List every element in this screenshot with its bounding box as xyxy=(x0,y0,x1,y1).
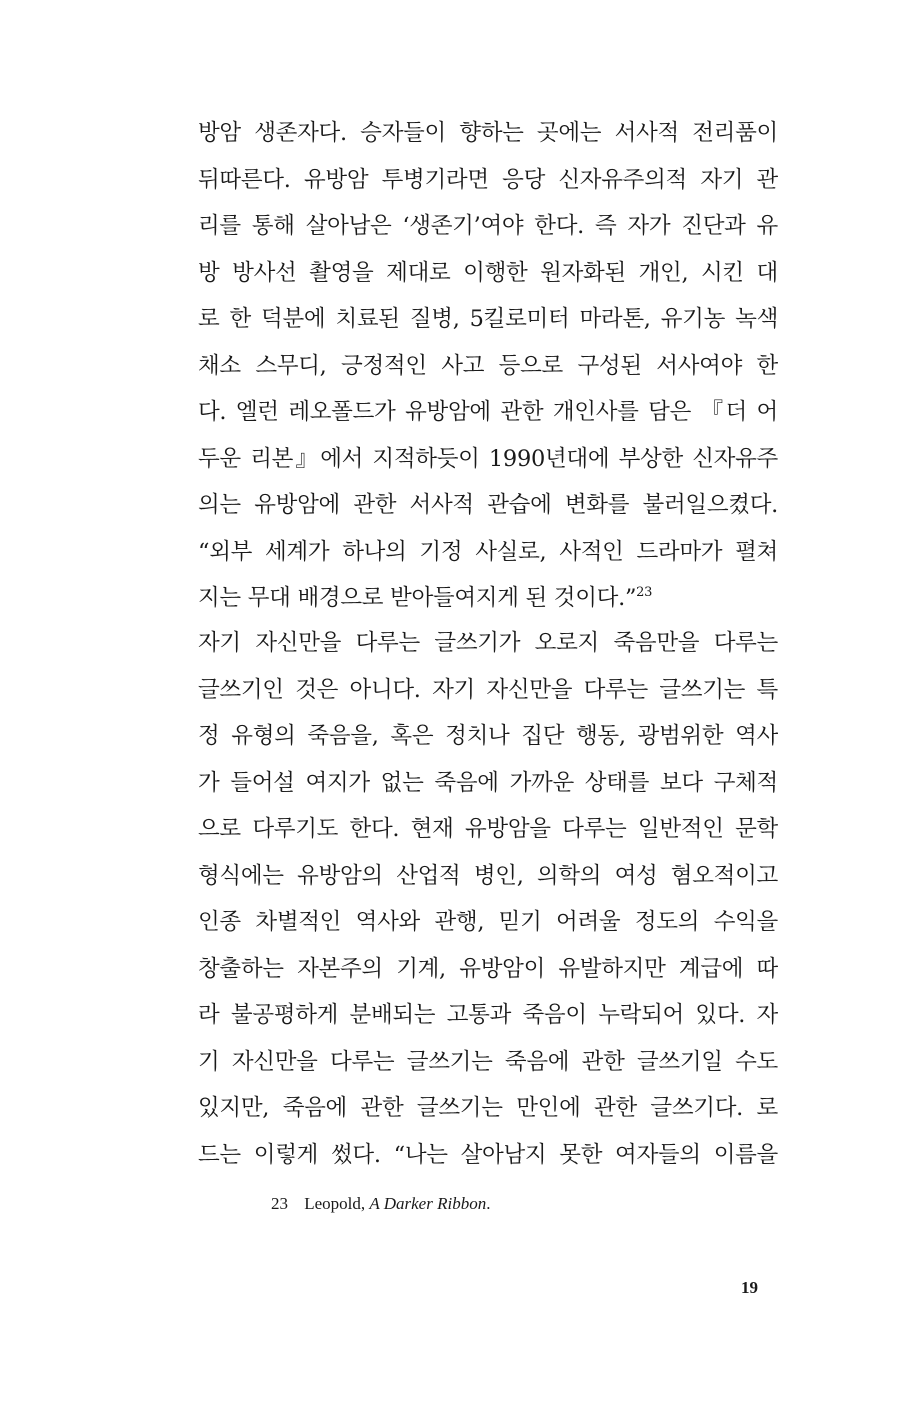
text-line: 기 자신만을 다루는 글쓰기는 죽음에 관한 글쓰기일 수도 xyxy=(198,1048,778,1075)
footnote-number: 23 xyxy=(271,1194,288,1213)
text-line: 뒤따른다. 유방암 투병기라면 응당 신자유주의적 자기 관 xyxy=(198,166,778,193)
text-line: 채소 스무디, 긍정적인 사고 등으로 구성된 서사여야 한 xyxy=(198,352,778,379)
footnote-author: Leopold, xyxy=(304,1194,366,1213)
page-number: 19 xyxy=(741,1278,758,1297)
text-line: 드는 이렇게 썼다. “나는 살아남지 못한 여자들의 이름을 xyxy=(198,1141,778,1168)
footnote xyxy=(271,1190,490,1218)
text-line: 방 방사선 촬영을 제대로 이행한 원자화된 개인, 시킨 대 xyxy=(198,259,778,286)
text-line: 라 불공평하게 분배되는 고통과 죽음이 누락되어 있다. 자 xyxy=(198,1002,778,1028)
text-line: 자기 자신만을 다루는 글쓰기가 오로지 죽음만을 다루는 xyxy=(198,630,778,656)
footnote-reference[interactable]: 23 xyxy=(636,585,653,600)
paragraph-2 xyxy=(198,620,778,1178)
text-line: 리를 통해 살아남은 ‘생존기’여야 한다. 즉 자가 진단과 유 xyxy=(198,213,778,239)
text-line: 다. 엘런 레오폴드가 유방암에 관한 개인사를 담은 『더 어 xyxy=(198,399,778,425)
footnote-end: . xyxy=(486,1194,491,1213)
text-line: 가 들어설 여지가 없는 죽음에 가까운 상태를 보다 구체적 xyxy=(198,769,778,796)
text-line-content: 지는 무대 배경으로 받아들여지게 된 것이다.” xyxy=(198,585,637,611)
paragraph-1 xyxy=(198,110,778,622)
text-line: 두운 리본』에서 지적하듯이 1990년대에 부상한 신자유주 xyxy=(198,445,778,472)
text-line: 형식에는 유방암의 산업적 병인, 의학의 여성 혐오적이고 xyxy=(198,862,778,889)
text-line-last xyxy=(198,575,778,622)
text-line: 있지만, 죽음에 관한 글쓰기는 만인에 관한 글쓰기다. 로 xyxy=(198,1095,778,1121)
text-line: 정 유형의 죽음을, 혹은 정치나 집단 행동, 광범위한 역사 xyxy=(198,723,778,749)
text-line: 인종 차별적인 역사와 관행, 믿기 어려울 정도의 수익을 xyxy=(198,909,778,935)
text-line: 으로 다루기도 한다. 현재 유방암을 다루는 일반적인 문학 xyxy=(198,816,778,842)
text-line: 의는 유방암에 관한 서사적 관습에 변화를 불러일으켰다. xyxy=(198,492,778,518)
text-line: “외부 세계가 하나의 기정 사실로, 사적인 드라마가 펼쳐 xyxy=(198,538,778,565)
text-line: 글쓰기인 것은 아니다. 자기 자신만을 다루는 글쓰기는 특 xyxy=(198,676,778,703)
text-line: 방암 생존자다. 승자들이 향하는 곳에는 서사적 전리품이 xyxy=(198,120,778,146)
footnote-title: A Darker Ribbon xyxy=(369,1194,487,1213)
text-line: 로 한 덕분에 치료된 질병, 5킬로미터 마라톤, 유기농 녹색 xyxy=(198,306,778,332)
text-line: 창출하는 자본주의 기계, 유방암이 유발하지만 계급에 따 xyxy=(198,955,778,982)
